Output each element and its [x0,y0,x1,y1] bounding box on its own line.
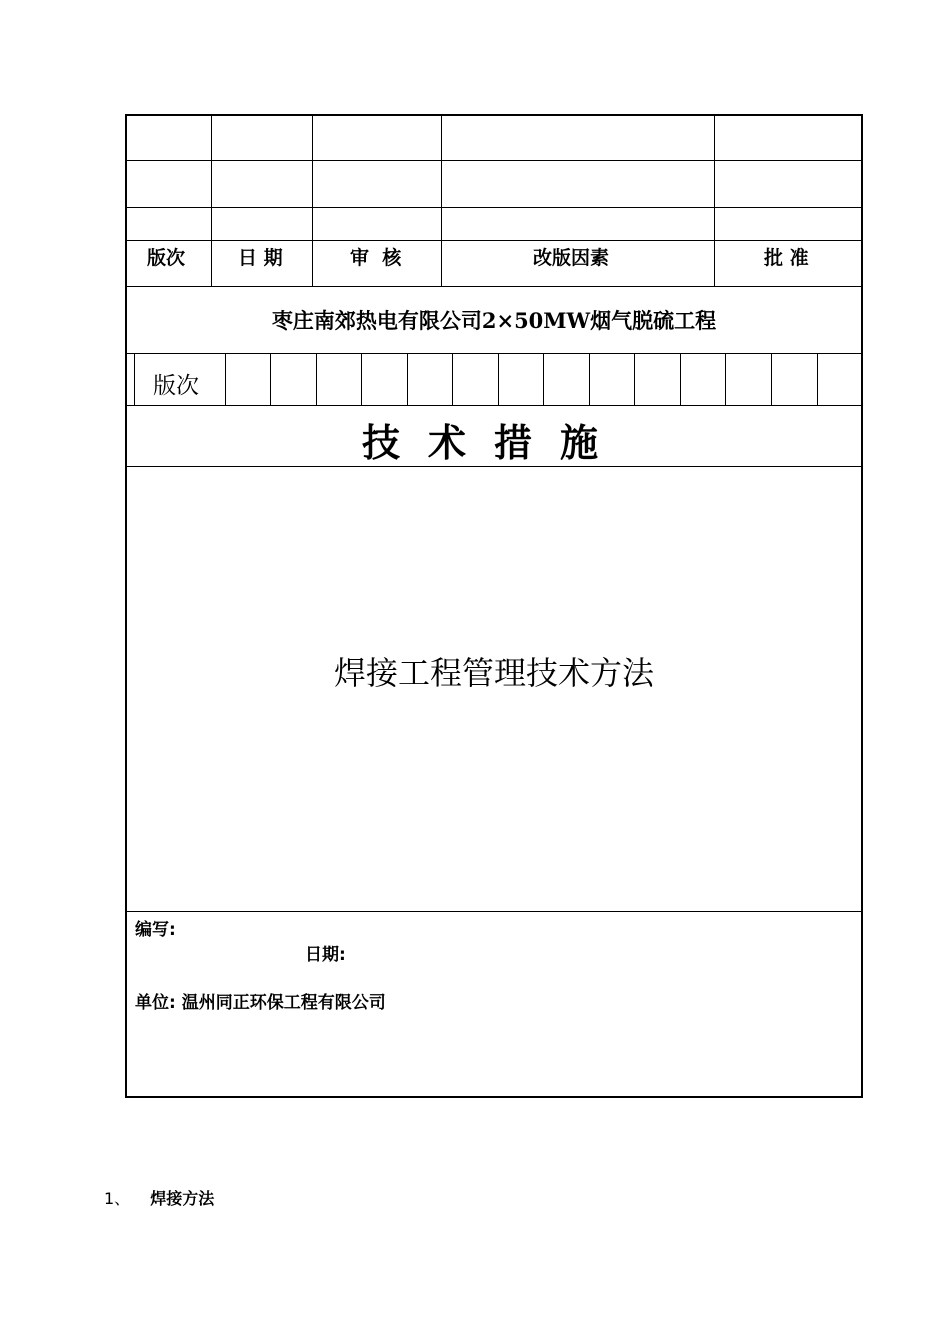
table-rule [225,353,226,405]
table-rule [125,353,863,354]
table-rule [680,353,681,405]
section-title: 焊接方法 [150,1189,215,1208]
table-rule [725,353,726,405]
table-rule [316,353,317,405]
table-rule [125,207,863,208]
header-revision: 版次 [147,247,186,269]
header-revision-reason: 改版因素 [533,247,610,269]
table-rule [270,353,271,405]
header-approve: 批 准 [764,247,809,269]
table-rule [125,240,863,241]
table-rule [498,353,499,405]
version-label: 版次 [153,373,199,399]
table-rule [441,114,442,286]
table-rule [125,911,863,912]
company-project-line: 枣庄南郊热电有限公司2×50MW烟气脱硫工程 [271,308,717,333]
table-rule [125,405,863,406]
table-rule [634,353,635,405]
section-heading [104,1186,214,1209]
table-rule [134,353,135,405]
document-frame [125,114,863,1098]
table-rule [211,114,212,286]
unit-value: 温州同正环保工程有限公司 [181,993,386,1013]
header-review: 审 核 [350,247,402,269]
table-rule [312,114,313,286]
table-rule [817,353,818,405]
header-date: 日 期 [238,247,283,269]
table-rule [543,353,544,405]
table-rule [452,353,453,405]
table-rule [125,160,863,161]
table-rule [125,286,863,287]
table-rule [407,353,408,405]
table-rule [361,353,362,405]
unit-line [135,988,386,1013]
table-rule [589,353,590,405]
table-rule [714,114,715,286]
date-label: 日期: [305,945,346,965]
unit-label: 单位: [135,993,176,1013]
author-label: 编写: [135,920,176,940]
document-type-heading: 技术措施 [361,420,626,465]
section-number: 1、 [104,1189,131,1208]
document-title: 焊接工程管理技术方法 [333,654,654,692]
table-rule [771,353,772,405]
